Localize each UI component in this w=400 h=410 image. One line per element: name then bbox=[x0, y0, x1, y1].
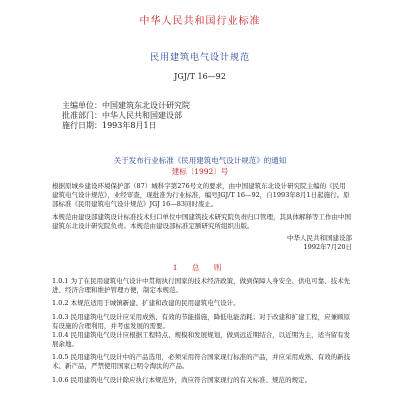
notice-paragraph: 根据原城乡建设环境保护部（87）城科字第276号文的要求，由中国建筑东北设计研究院主编的《民用建筑电气设计规范》，业经审查，现批准为行业标准，编号JGJ/T 16—92，自1993年8月1日起施行。原部标准《民用建筑电气设计规范》JGJ 16—83同时废止。 bbox=[52, 182, 350, 208]
notice-title: 关于发布行业标准《民用建筑电气设计规范》的通知 bbox=[113, 156, 287, 165]
clause: 1.0.3 民用建筑电气设计应采用成熟、有效的节能措施，降低电能消耗；对于改建和扩建工程，应兼顾原有设施的合理利用，并考虑发展的需要。 bbox=[52, 313, 351, 330]
clause: 1.0.5 民用建筑电气设计中的产品选用，必须采用符合国家现行标准的产品，并应采用成熟、有效的新技术、新产品，严禁使用国家已明令淘汰的产品。 bbox=[52, 353, 351, 370]
issue-date: 1992年7月20日 bbox=[303, 243, 352, 251]
notice-paragraph: 本规范由建设部建筑设计标准技术归口单位中国建筑技术研究院负责归口管理，其具体解释等工作由中国建筑东北设计研究院负责。本规范由建设部标准定额研究所组织出版。 bbox=[52, 213, 351, 230]
standard-code: JGJ/T 16—92 bbox=[174, 72, 226, 81]
clause: 1.0.1 为了在民用建筑电气设计中贯彻执行国家的技术经济政策，做到保障人身安全、供电可靠、技术先进、经济合理和维护管理方便，制定本规范。 bbox=[52, 277, 351, 294]
section-title: 1 总 则 bbox=[172, 263, 228, 272]
standard-category-title: 中华人民共和国行业标准 bbox=[139, 16, 261, 27]
chief-editor: 主编单位：中国建筑东北设计研究院 bbox=[62, 101, 190, 110]
clause: 1.0.6 民用建筑电气设计除应执行本规范外，尚应符合国家现行的有关标准、规范的规定。 bbox=[52, 376, 312, 384]
standard-name: 民用建筑电气设计规范 bbox=[149, 53, 250, 63]
notice-number: 建标〔1992〕号 bbox=[171, 167, 229, 176]
clause: 1.0.4 民用建筑电气设计应根据工程特点、规模和发展规划，做到远近期结合，以近期为主，适当留有发展余地。 bbox=[52, 331, 351, 348]
effective-date: 施行日期：1993年8月1日 bbox=[62, 121, 157, 130]
approving-authority: 批准部门：中华人民共和国建设部 bbox=[62, 111, 182, 120]
issuer-signature: 中华人民共和国建设部 bbox=[287, 234, 352, 242]
clause: 1.0.2 本规范适用于城镇新建、扩建和改建的民用建筑电气设计。 bbox=[52, 299, 240, 307]
